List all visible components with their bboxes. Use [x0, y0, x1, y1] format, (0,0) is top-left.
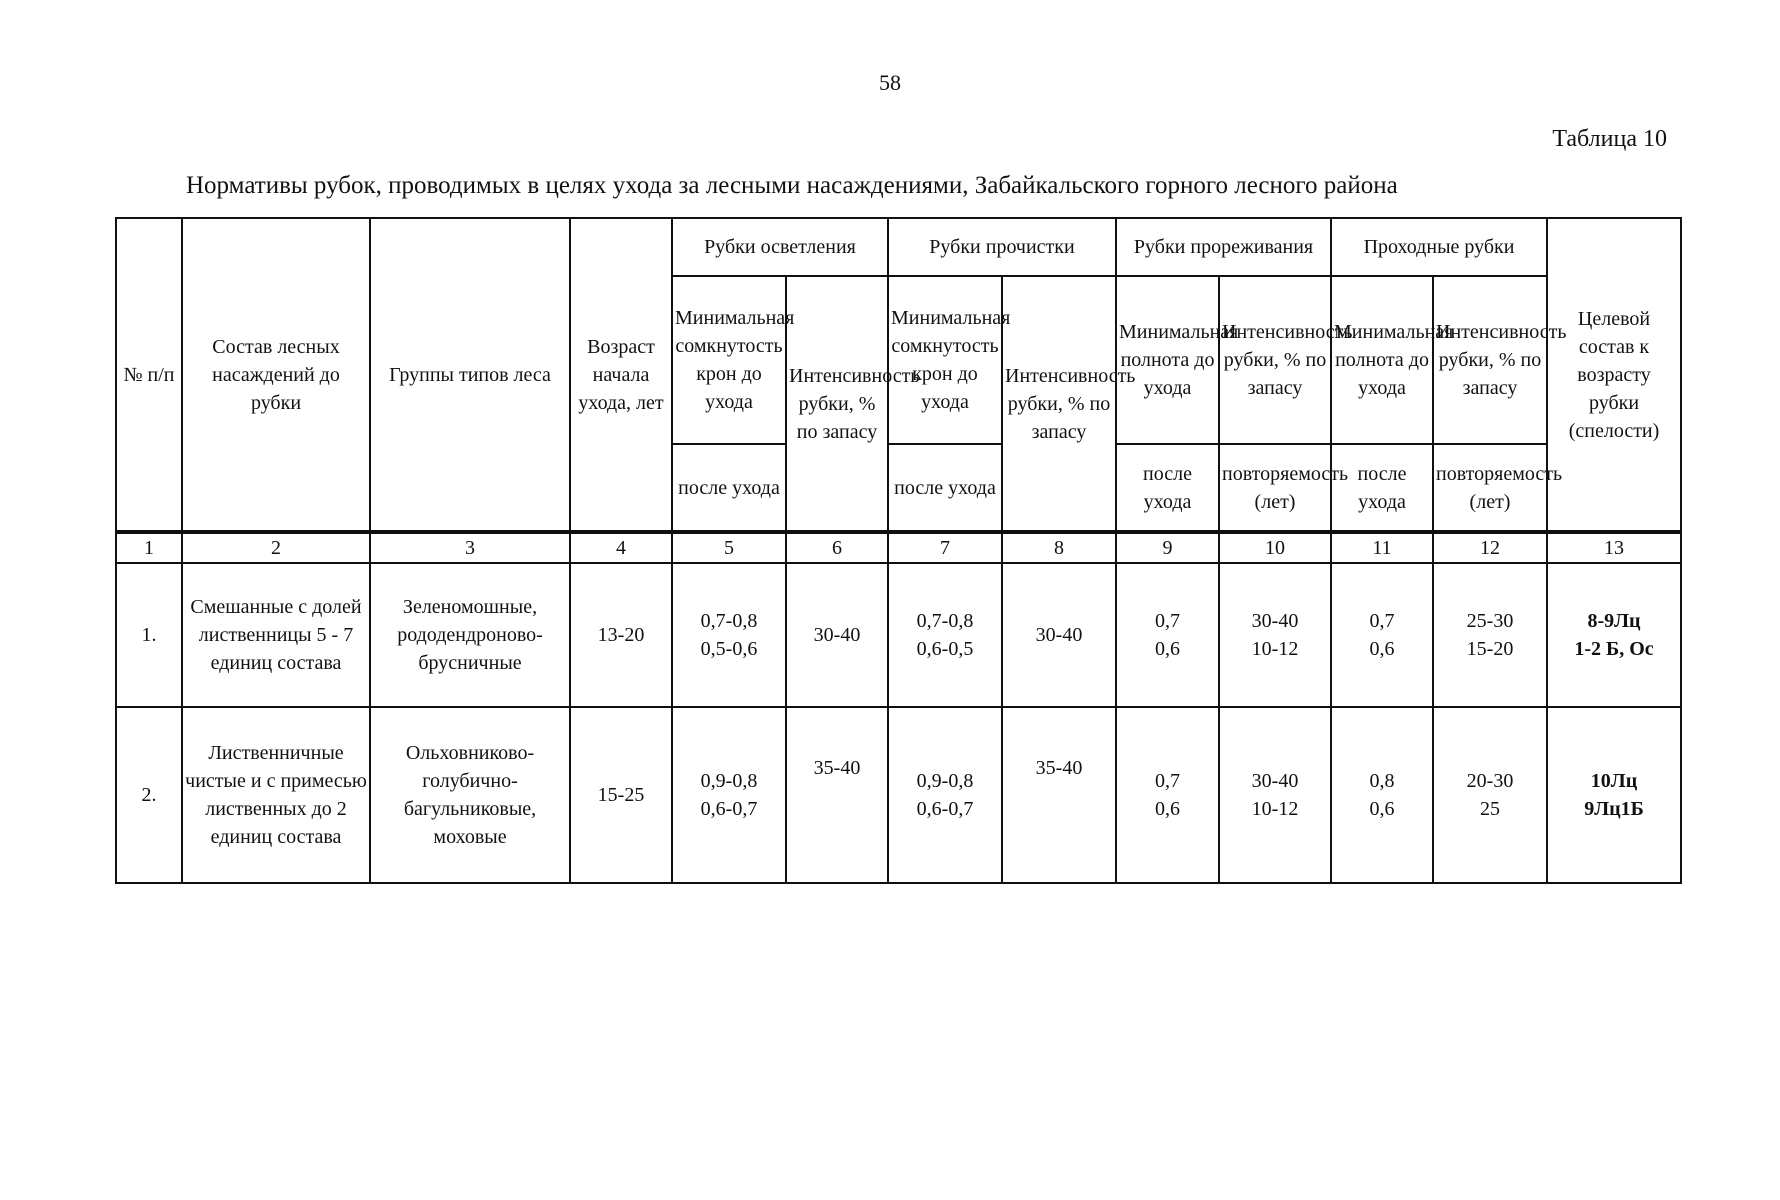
row-thinning-intensity — [1219, 563, 1331, 707]
table-row — [116, 707, 1681, 883]
table-title: Нормативы рубок, проводимых в целях ухода за лесными насаждениями, Забайкальского горного лесного района — [186, 172, 1398, 199]
clearing-after-value: 0,6-0,7 — [700, 798, 758, 820]
row-target — [1547, 563, 1681, 707]
column-number: 12 — [1433, 532, 1547, 563]
clearing-min-value: 0,7-0,8 — [700, 610, 758, 632]
header-group-thinning: Рубки прореживания — [1116, 218, 1331, 276]
cleaning-after-value: 0,6-0,5 — [916, 638, 974, 660]
column-number: 9 — [1116, 532, 1219, 563]
row-num: 1. — [116, 563, 182, 707]
header-thinning-repeat: повторяемость (лет) — [1219, 444, 1331, 532]
row-target — [1547, 707, 1681, 883]
thinning-after-value: 0,6 — [1155, 798, 1181, 820]
column-number: 4 — [570, 532, 672, 563]
header-cleaning-after: после ухода — [888, 444, 1002, 532]
header-clearing-after: после ухода — [672, 444, 786, 532]
passage-after-value: 0,6 — [1369, 798, 1395, 820]
row-clearing-canopy — [672, 563, 786, 707]
row-passage-density — [1331, 707, 1433, 883]
header-group-clearing: Рубки осветления — [672, 218, 888, 276]
clearing-min-value: 0,9-0,8 — [700, 770, 758, 792]
row-clearing-intensity — [786, 707, 888, 883]
target-main: 10Лц — [1590, 770, 1638, 792]
row-thinning-intensity — [1219, 707, 1331, 883]
row-cleaning-intensity — [1002, 707, 1116, 883]
row-num: 2. — [116, 707, 182, 883]
row-cleaning-intensity: 30-40 — [1002, 563, 1116, 707]
passage-min-value: 0,8 — [1369, 770, 1395, 792]
column-number: 5 — [672, 532, 786, 563]
row-forest-types: Зеленомошные, рододендроново-брусничные — [370, 563, 570, 707]
row-composition: Смешанные с долей лиственницы 5 - 7 единиц состава — [182, 563, 370, 707]
header-age: Возраст начала ухода, лет — [570, 218, 672, 532]
header-passage-intensity: Интенсивность рубки, % по запасу — [1433, 276, 1547, 444]
row-thinning-density — [1116, 563, 1219, 707]
column-number: 2 — [182, 532, 370, 563]
cleaning-after-value: 0,6-0,7 — [916, 798, 974, 820]
target-admixture: 1-2 Б, Ос — [1574, 638, 1654, 660]
row-forest-types: Ольховниково-голубично-багульниковые, моховые — [370, 707, 570, 883]
thinning-after-value: 0,6 — [1155, 638, 1181, 660]
column-number-row — [116, 532, 1681, 563]
header-clearing-intensity: Интенсивность рубки, % по запасу — [786, 276, 888, 532]
column-number: 3 — [370, 532, 570, 563]
table-label: Таблица 10 — [1552, 126, 1667, 152]
thinning-repeat-value: 10-12 — [1251, 798, 1299, 820]
row-cleaning-canopy — [888, 563, 1002, 707]
header-passage-after: после ухода — [1331, 444, 1433, 532]
header-forest-types: Группы типов леса — [370, 218, 570, 532]
passage-intensity-value: 20-30 — [1466, 770, 1514, 792]
row-cleaning-canopy — [888, 707, 1002, 883]
norms-table — [115, 217, 1682, 884]
header-passage-repeat: повторяемость (лет) — [1433, 444, 1547, 532]
row-clearing-canopy — [672, 707, 786, 883]
cleaning-min-value: 0,9-0,8 — [916, 770, 974, 792]
row-passage-intensity — [1433, 707, 1547, 883]
passage-intensity-value: 25-30 — [1466, 610, 1514, 632]
header-thinning-min: Минимальная полнота до ухода — [1116, 276, 1219, 444]
thinning-min-value: 0,7 — [1155, 770, 1181, 792]
header-group-cleaning: Рубки прочистки — [888, 218, 1116, 276]
row-passage-intensity — [1433, 563, 1547, 707]
clearing-after-value: 0,5-0,6 — [700, 638, 758, 660]
passage-after-value: 0,6 — [1369, 638, 1395, 660]
header-thinning-intensity: Интенсивность рубки, % по запасу — [1219, 276, 1331, 444]
column-number: 8 — [1002, 532, 1116, 563]
column-number: 1 — [116, 532, 182, 563]
cleaning-min-value: 0,7-0,8 — [916, 610, 974, 632]
column-number: 6 — [786, 532, 888, 563]
row-age: 15-25 — [570, 707, 672, 883]
thinning-intensity-value: 30-40 — [1251, 610, 1299, 632]
header-cleaning-min: Минимальная сомкнутость крон до ухода — [888, 276, 1002, 444]
target-main: 8-9Лц — [1587, 610, 1641, 632]
column-number: 10 — [1219, 532, 1331, 563]
passage-repeat-value: 25 — [1480, 798, 1501, 820]
header-composition: Состав лесных насаждений до рубки — [182, 218, 370, 532]
header-cleaning-intensity: Интенсивность рубки, % по запасу — [1002, 276, 1116, 532]
target-admixture: 9Лц1Б — [1584, 798, 1644, 820]
thinning-min-value: 0,7 — [1155, 610, 1181, 632]
row-clearing-intensity: 30-40 — [786, 563, 888, 707]
column-number: 13 — [1547, 532, 1681, 563]
thinning-intensity-value: 30-40 — [1251, 770, 1299, 792]
table-row — [116, 563, 1681, 707]
header-group-passage: Проходные рубки — [1331, 218, 1547, 276]
header-target: Целевой состав к возрасту рубки (спелости) — [1547, 218, 1681, 532]
header-thinning-after: после ухода — [1116, 444, 1219, 532]
row-passage-density — [1331, 563, 1433, 707]
cleaning-intensity-value: 35-40 — [1035, 757, 1083, 779]
passage-repeat-value: 15-20 — [1466, 638, 1514, 660]
thinning-repeat-value: 10-12 — [1251, 638, 1299, 660]
clearing-intensity-value: 35-40 — [813, 757, 861, 779]
row-composition: Лиственничные чистые и с примесью лиственных до 2 единиц состава — [182, 707, 370, 883]
header-clearing-min: Минимальная сомкнутость крон до ухода — [672, 276, 786, 444]
header-num: № п/п — [116, 218, 182, 532]
page-number: 58 — [879, 70, 901, 95]
row-thinning-density — [1116, 707, 1219, 883]
column-number: 11 — [1331, 532, 1433, 563]
header-passage-min: Минимальная полнота до ухода — [1331, 276, 1433, 444]
header-row-groups — [116, 218, 1681, 276]
column-number: 7 — [888, 532, 1002, 563]
row-age: 13-20 — [570, 563, 672, 707]
passage-min-value: 0,7 — [1369, 610, 1395, 632]
